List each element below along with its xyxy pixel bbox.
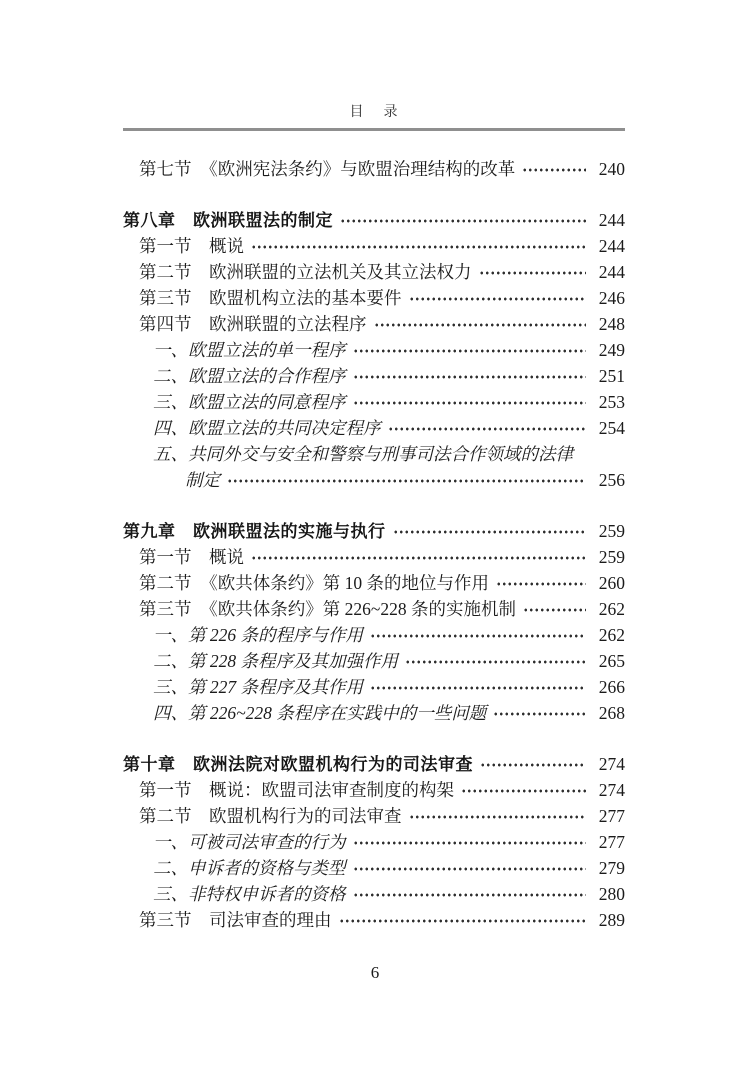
toc-entry-chapter (123, 518, 625, 544)
toc-entry-section (123, 907, 625, 933)
dot-leader (522, 156, 586, 182)
toc-entry-page: 246 (598, 288, 625, 308)
page-title: 目 录 (349, 105, 401, 120)
toc-entry-page: 244 (598, 236, 625, 256)
toc-entry-label: 五、共同外交与安全和警察与刑事司法合作领域的法律 (153, 444, 573, 464)
toc-entry-label: 第一节 概说：欧盟司法审查制度的构架 (139, 780, 454, 800)
toc-entry-item (123, 855, 625, 881)
toc-entry-page: 256 (598, 470, 625, 490)
toc-entry-page: 244 (598, 210, 625, 230)
toc-entry-label: 二、申诉者的资格与类型 (153, 858, 346, 878)
dot-leader (353, 363, 587, 389)
toc-entry-label: 第三节 司法审查的理由 (139, 910, 332, 930)
toc-entry-page: 277 (598, 832, 625, 852)
toc-entry-item (123, 622, 625, 648)
dot-leader (523, 596, 586, 622)
toc-entry-label: 三、非特权申诉者的资格 (153, 884, 346, 904)
toc-entry-item (123, 700, 625, 726)
toc-entry-label: 第二节 欧洲联盟的立法机关及其立法权力 (139, 262, 472, 282)
dot-leader (251, 233, 586, 259)
toc-entry-label: 第三节 《欧共体条约》第 226~228 条的实施机制 (139, 599, 516, 619)
dot-leader (340, 207, 586, 233)
dot-leader (496, 570, 586, 596)
toc-list (123, 156, 625, 933)
dot-leader (353, 829, 587, 855)
toc-entry-page: 280 (598, 884, 625, 904)
dot-leader (493, 700, 586, 726)
toc-entry-item (123, 881, 625, 907)
toc-entry-section (123, 777, 625, 803)
toc-entry-page: 279 (598, 858, 625, 878)
toc-entry-label: 第一节 概说 (139, 236, 244, 256)
toc-entry-page: 265 (598, 651, 625, 671)
toc-entry-section (123, 311, 625, 337)
toc-entry-page: 266 (598, 677, 625, 697)
toc-entry-label: 第七节 《欧洲宪法条约》与欧盟治理结构的改革 (139, 159, 516, 179)
toc-entry-label: 一、第 226 条的程序与作用 (153, 625, 363, 645)
toc-entry-page: 249 (598, 340, 625, 360)
toc-entry-label: 第二节 欧盟机构行为的司法审查 (139, 806, 402, 826)
toc-entry-page: 268 (598, 703, 625, 723)
toc-entry-chapter (123, 751, 625, 777)
toc-entry-page: 244 (598, 262, 625, 282)
toc-entry-page: 289 (598, 910, 625, 930)
toc-entry-section (123, 596, 625, 622)
toc-entry-section (123, 803, 625, 829)
dot-leader (227, 467, 586, 493)
toc-entry-item (123, 648, 625, 674)
toc-entry-page: 253 (598, 392, 625, 412)
toc-entry-item (123, 441, 625, 467)
toc-entry-page: 251 (598, 366, 625, 386)
toc-entry-item (123, 829, 625, 855)
toc-entry-page: 277 (598, 806, 625, 826)
toc-entry-page: 274 (598, 754, 625, 774)
toc-entry-page: 259 (598, 521, 625, 541)
toc-entry-label: 第一节 概说 (139, 547, 244, 567)
toc-entry-label: 第八章 欧洲联盟法的制定 (123, 211, 333, 230)
dot-leader (405, 648, 586, 674)
toc-entry-label: 四、第 226~228 条程序在实践中的一些问题 (153, 703, 487, 723)
toc-entry-page: 254 (598, 418, 625, 438)
dot-leader (393, 518, 587, 544)
toc-entry-label: 三、欧盟立法的同意程序 (153, 392, 346, 412)
toc-entry-label: 二、第 228 条程序及其加强作用 (153, 651, 398, 671)
toc-entry-page: 262 (598, 599, 625, 619)
toc-entry-section (123, 233, 625, 259)
toc-entry-item-continuation (123, 467, 625, 493)
dot-leader (370, 674, 586, 700)
toc-entry-page: 240 (598, 159, 625, 179)
toc-entry-section (123, 156, 625, 182)
toc-entry-chapter (123, 207, 625, 233)
page-header (0, 101, 750, 121)
toc-entry-label: 第十章 欧洲法院对欧盟机构行为的司法审查 (123, 755, 473, 774)
toc-entry-page: 248 (598, 314, 625, 334)
toc-entry-section (123, 259, 625, 285)
toc-entry-label: 三、第 227 条程序及其作用 (153, 677, 363, 697)
toc-entry-label: 制定 (185, 470, 220, 490)
dot-leader (374, 311, 587, 337)
dot-leader (409, 803, 587, 829)
dot-leader (339, 907, 587, 933)
toc-entry-label: 四、欧盟立法的共同决定程序 (153, 418, 381, 438)
dot-leader (480, 751, 586, 777)
toc-entry-label: 第二节 《欧共体条约》第 10 条的地位与作用 (139, 573, 489, 593)
toc-entry-label: 第九章 欧洲联盟法的实施与执行 (123, 522, 386, 541)
dot-leader (353, 881, 587, 907)
toc-entry-section (123, 570, 625, 596)
header-rule (123, 128, 625, 131)
dot-leader (251, 544, 586, 570)
toc-entry-page: 262 (598, 625, 625, 645)
page-number: 6 (370, 963, 380, 982)
toc-entry-item (123, 674, 625, 700)
dot-leader (388, 415, 587, 441)
toc-entry-item (123, 363, 625, 389)
dot-leader (353, 855, 587, 881)
toc-entry-label: 二、欧盟立法的合作程序 (153, 366, 346, 386)
dot-leader (479, 259, 587, 285)
toc-entry-page: 260 (598, 573, 625, 593)
toc-entry-label: 第四节 欧洲联盟的立法程序 (139, 314, 367, 334)
dot-leader (461, 777, 586, 803)
dot-leader (370, 622, 586, 648)
toc-entry-section (123, 285, 625, 311)
toc-entry-label: 一、欧盟立法的单一程序 (153, 340, 346, 360)
dot-leader (353, 337, 587, 363)
toc-entry-item (123, 389, 625, 415)
toc-entry-label: 第三节 欧盟机构立法的基本要件 (139, 288, 402, 308)
toc-entry-page: 259 (598, 547, 625, 567)
toc-entry-section (123, 544, 625, 570)
toc-entry-item (123, 337, 625, 363)
dot-leader (409, 285, 587, 311)
toc-entry-item (123, 415, 625, 441)
dot-leader (353, 389, 587, 415)
toc-entry-label: 一、可被司法审查的行为 (153, 832, 346, 852)
toc-entry-page: 274 (598, 780, 625, 800)
